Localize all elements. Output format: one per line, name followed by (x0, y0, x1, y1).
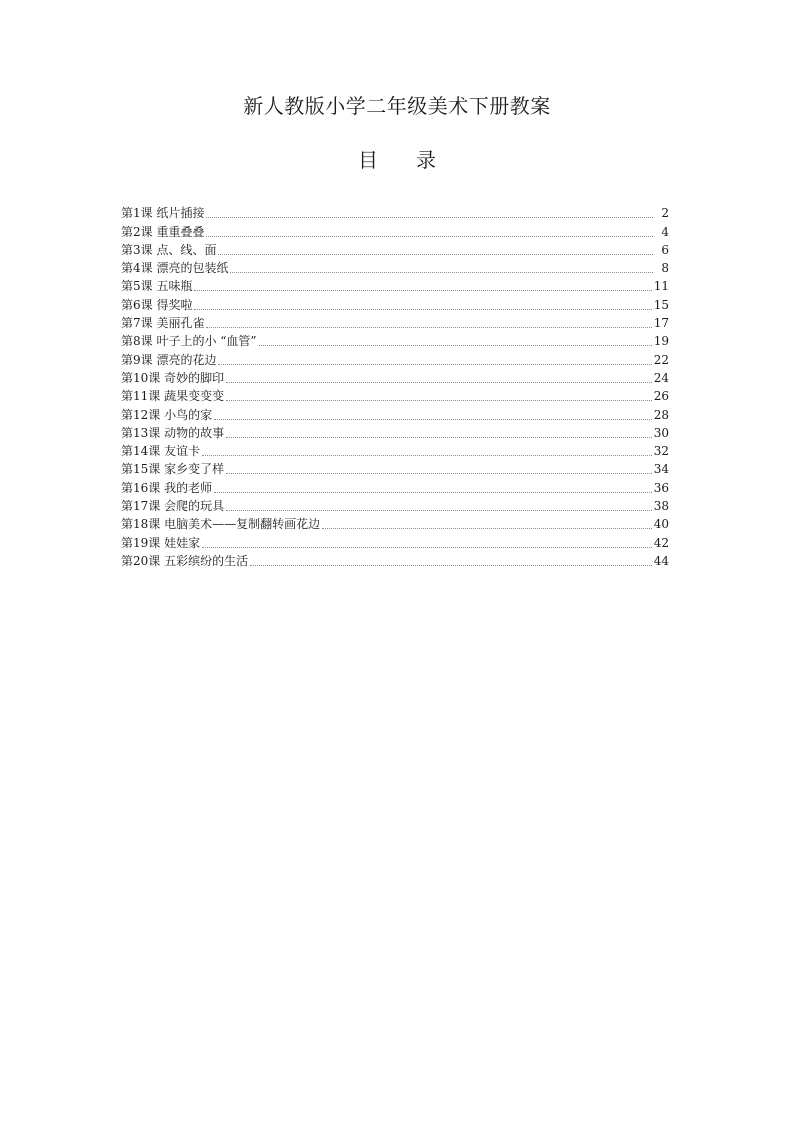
toc-leader-dots (250, 564, 652, 566)
toc-entry[interactable] (121, 275, 669, 293)
toc-entry[interactable] (121, 312, 669, 330)
toc-entry[interactable] (121, 531, 669, 549)
toc-leader-dots (206, 235, 653, 237)
toc-entry[interactable] (121, 220, 669, 238)
toc-entry-page: 4 (661, 224, 669, 239)
toc-leader-dots (218, 363, 651, 365)
toc-entry-label: 第20课 五彩缤纷的生活 (121, 553, 249, 568)
toc-entry-label: 第2课 重重叠叠 (121, 224, 205, 239)
toc-leader-dots (226, 436, 652, 438)
toc-entry-page: 2 (661, 206, 669, 221)
toc-entry-label: 第4课 漂亮的包装纸 (121, 261, 229, 276)
toc-entry[interactable] (121, 257, 669, 275)
toc-leader-dots (226, 399, 652, 401)
toc-entry-page: 6 (661, 242, 669, 257)
toc-entry-label: 第16课 我的老师 (121, 480, 213, 495)
toc-entry-label: 第3课 点、线、面 (121, 242, 217, 257)
toc-entry-page: 19 (653, 334, 669, 349)
toc-entry-page: 28 (653, 407, 669, 422)
toc-entry[interactable] (121, 202, 669, 220)
toc-entry-page: 32 (653, 444, 669, 459)
toc-entry-page: 17 (653, 316, 669, 331)
toc-entry-page: 11 (653, 279, 669, 294)
toc-entry-label: 第10课 奇妙的脚印 (121, 370, 225, 385)
toc-entry-page: 24 (653, 370, 669, 385)
toc-leader-dots (226, 472, 652, 474)
toc-leader-dots (226, 381, 652, 383)
toc-entry-label: 第1课 纸片插接 (121, 206, 205, 221)
toc-entry[interactable] (121, 422, 669, 440)
toc-entry-label: 第15课 家乡变了样 (121, 462, 225, 477)
toc-entry-page: 8 (661, 261, 669, 276)
toc-entry-page: 44 (653, 553, 669, 568)
toc-entry[interactable] (121, 495, 669, 513)
document-title: 新人教版小学二年级美术下册教案 (243, 94, 551, 118)
toc-leader-dots (202, 454, 652, 456)
toc-entry-label: 第7课 美丽孔雀 (121, 316, 205, 331)
toc-entry-label: 第12课 小鸟的家 (121, 407, 213, 422)
toc-entry-page: 38 (653, 499, 669, 514)
toc-entry-page: 34 (653, 462, 669, 477)
toc-leader-dots (322, 527, 652, 529)
toc-leader-dots (206, 216, 653, 218)
toc-entry[interactable] (121, 458, 669, 476)
toc-entry[interactable] (121, 293, 669, 311)
toc-entry[interactable] (121, 403, 669, 421)
toc-leader-dots (218, 253, 653, 255)
toc-entry[interactable] (121, 440, 669, 458)
toc-heading-char-2: 录 (416, 148, 436, 172)
toc-entry-page: 42 (653, 535, 669, 550)
toc-entry-label: 第18课 电脑美术——复制翻转画花边 (121, 517, 321, 532)
toc-heading (0, 146, 794, 174)
toc-entry[interactable] (121, 513, 669, 531)
toc-entry-page: 15 (653, 297, 669, 312)
toc-entry[interactable] (121, 330, 669, 348)
toc-heading-char-1: 目 (358, 148, 378, 172)
toc-entry[interactable] (121, 239, 669, 257)
toc-entry-label: 第19课 娃娃家 (121, 535, 201, 550)
toc-leader-dots (194, 289, 651, 291)
toc-leader-dots (206, 326, 651, 328)
toc-leader-dots (214, 491, 652, 493)
toc-entry[interactable] (121, 385, 669, 403)
toc-entry-label: 第13课 动物的故事 (121, 425, 225, 440)
toc-leader-dots (259, 344, 652, 346)
table-of-contents (121, 202, 669, 568)
toc-entry-page: 30 (653, 425, 669, 440)
toc-entry-page: 40 (653, 517, 669, 532)
toc-entry-label: 第6课 得奖啦 (121, 297, 193, 312)
toc-entry-label: 第5课 五味瓶 (121, 279, 193, 294)
toc-entry-page: 22 (653, 352, 669, 367)
toc-entry-label: 第9课 漂亮的花边 (121, 352, 217, 367)
toc-entry[interactable] (121, 476, 669, 494)
toc-leader-dots (230, 271, 653, 273)
toc-entry[interactable] (121, 348, 669, 366)
toc-entry[interactable] (121, 550, 669, 568)
toc-leader-dots (226, 509, 652, 511)
toc-entry-label: 第8课 叶子上的小 “血管” (121, 334, 257, 349)
toc-entry[interactable] (121, 367, 669, 385)
toc-entry-label: 第11课 蔬果变变变 (121, 389, 225, 404)
toc-entry-page: 36 (653, 480, 669, 495)
toc-entry-label: 第17课 会爬的玩具 (121, 499, 225, 514)
toc-leader-dots (202, 546, 652, 548)
toc-leader-dots (214, 418, 652, 420)
toc-entry-page: 26 (653, 389, 669, 404)
toc-leader-dots (194, 308, 651, 310)
toc-entry-label: 第14课 友谊卡 (121, 444, 201, 459)
